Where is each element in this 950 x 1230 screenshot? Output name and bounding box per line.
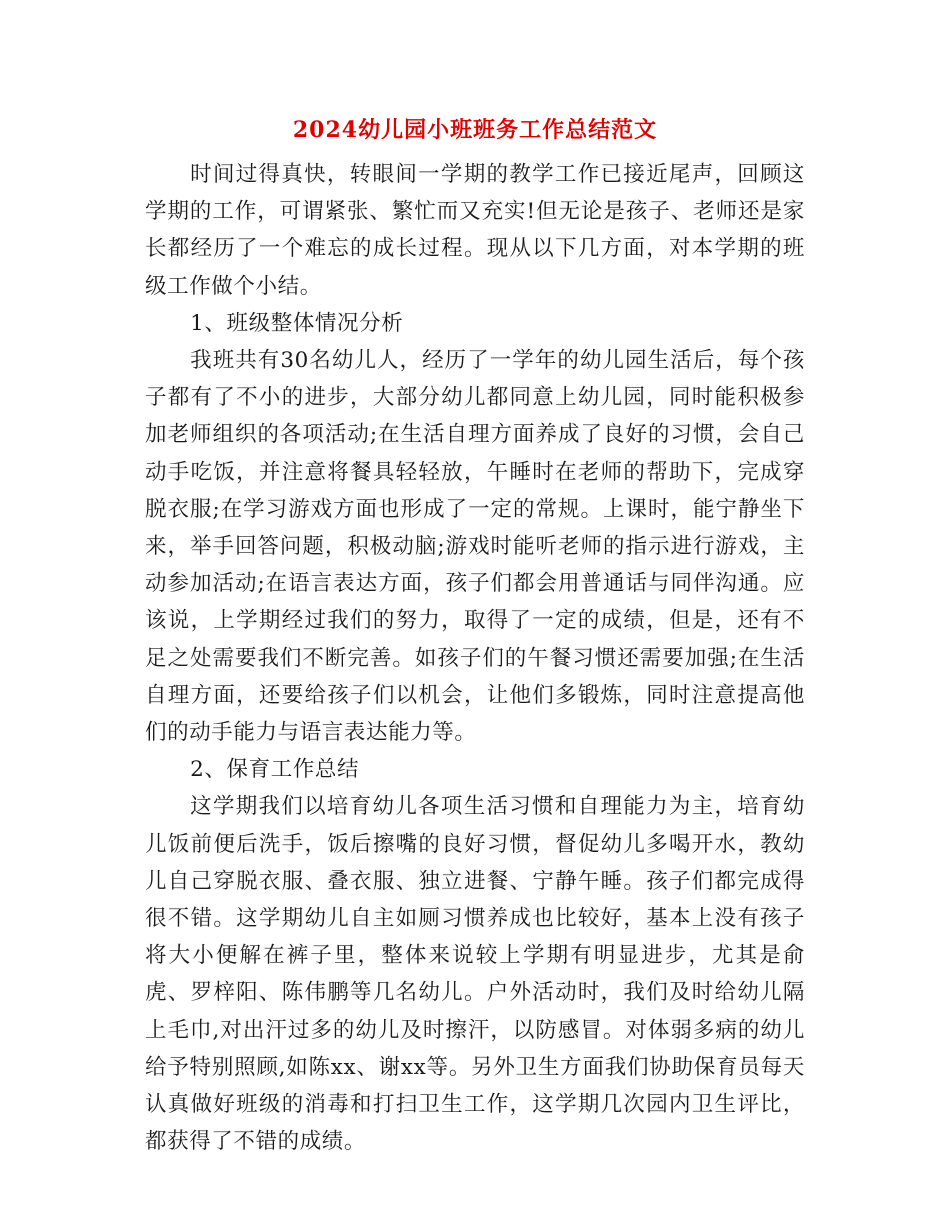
section-heading-care-work: 2、保育工作总结 — [190, 757, 360, 783]
document-title: 2024幼儿园小班班务工作总结范文 — [292, 117, 658, 143]
section-heading-class-analysis: 1、班级整体情况分析 — [190, 310, 404, 336]
care-work-paragraph: 这学期我们以培育幼儿各项生活习惯和自理能力为主，培育幼儿饭前便后洗手，饭后擦嘴的良好习惯，督促幼儿多喝开水，教幼儿自己穿脱衣服、叠衣服、独立进餐、宁静午睡。孩子们都完成得很不错。这学期幼儿自主如厕习惯养成也比较好，基本上没有孩子将大小便解在裤子里，整体来说较上学期有明显进步，尤其是俞虎、罗梓阳、陈伟鹏等几名幼儿。户外活动时，我们及时给幼儿隔上毛巾,对出汗过多的幼儿及时擦汗，以防感冒。对体弱多病的幼儿给予特别照顾,如陈xx、谢xx等。另外卫生方面我们协助保育员每天认真做好班级的消毒和打扫卫生工作，这学期几次园内卫生评比，都获得了不错的成绩。 — [145, 794, 805, 1155]
class-analysis-paragraph: 我班共有30名幼儿人，经历了一学年的幼儿园生活后，每个孩子都有了不小的进步，大部分幼儿都同意上幼儿园，同时能积极参加老师组织的各项活动;在生活自理方面养成了良好的习惯，会自己动手吃饭，并注意将餐具轻轻放，午睡时在老师的帮助下，完成穿脱衣服;在学习游戏方面也形成了一定的常规。上课时，能宁静坐下来，举手回答问题，积极动脑;游戏时能听老师的指示进行游戏，主动参加活动;在语言表达方面，孩子们都会用普通话与同伴沟通。应该说，上学期经过我们的努力，取得了一定的成绩，但是，还有不足之处需要我们不断完善。如孩子们的午餐习惯还需要加强;在生活自理方面，还要给孩子们以机会，让他们多锻炼，同时注意提高他们的动手能力与语言表达能力等。 — [145, 348, 805, 746]
document-body — [145, 156, 805, 1160]
intro-paragraph: 时间过得真快，转眼间一学期的教学工作已接近尾声，回顾这学期的工作，可谓紧张、繁忙而又充实!但无论是孩子、老师还是家长都经历了一个难忘的成长过程。现从以下几方面，对本学期的班级工作做个小结。 — [145, 162, 805, 299]
